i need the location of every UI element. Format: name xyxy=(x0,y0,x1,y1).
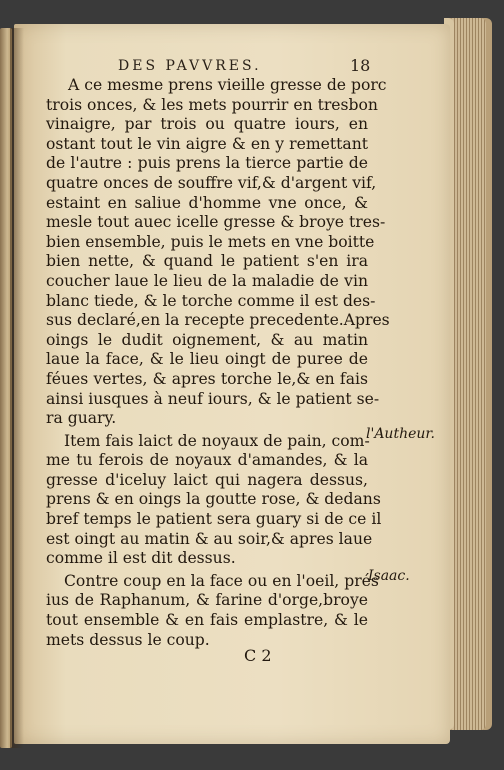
text-line: de l'autre : puis prens la tierce partie de xyxy=(46,154,368,173)
text-line: me tu ferois de noyaux d'amandes, & la xyxy=(46,451,368,470)
page-number: 18 xyxy=(350,56,371,75)
text-line: mesle tout auec icelle gresse & broye tres- xyxy=(46,213,386,232)
text-line: ainsi iusques à neuf iours, & le patient se- xyxy=(46,389,380,408)
text-line: blanc tiede, & le torche comme il est des- xyxy=(46,291,376,310)
text-line: A ce mesme prens vieille gresse de porc xyxy=(68,76,387,94)
text-line: Contre coup en la face ou en l'oeil, prés xyxy=(64,571,379,590)
running-title: DES PAVVRES. xyxy=(118,58,262,74)
spine-shadow xyxy=(10,28,24,748)
text-line: bien nette, & quand le patient s'en ira xyxy=(46,252,368,271)
signature-mark: C 2 xyxy=(244,646,272,665)
text-line: comme il est dit dessus. xyxy=(46,549,236,568)
text-line: féues vertes, & apres torche le,& en fais xyxy=(46,369,368,388)
text-line: ius de Raphanum, & farine d'orge,broye xyxy=(46,591,368,610)
text-line: laue la face, & le lieu oingt de puree de xyxy=(46,350,368,369)
text-line: ra guary. xyxy=(46,409,117,428)
text-line: bien ensemble, puis le mets en vne boitte xyxy=(46,232,375,251)
text-line: estaint en saliue d'homme vne once, & xyxy=(46,193,368,212)
text-line: sus declaré,en la recepte precedente.Apres xyxy=(46,311,390,330)
text-line: vinaigre, par trois ou quatre iours, en xyxy=(46,115,368,134)
paragraph-2 xyxy=(46,431,382,569)
text-line: coucher laue le lieu de la maladie de vin xyxy=(46,271,368,290)
margin-note-isaac: Isaac. xyxy=(368,568,410,584)
text-line: tout ensemble & en fais emplastre, & le xyxy=(46,611,368,630)
text-line: prens & en oings la goutte rose, & dedans xyxy=(46,490,381,509)
paragraph-1 xyxy=(46,76,390,429)
text-line: Item fais laict de noyaux de pain, com- xyxy=(64,431,370,450)
page-block-leaves xyxy=(452,18,486,730)
text-line: est oingt au matin & au soir,& apres laue xyxy=(46,529,373,548)
text-line: gresse d'iceluy laict qui nagera dessus, xyxy=(46,470,368,489)
text-line: trois onces, & les mets pourrir en tresbon xyxy=(46,95,378,114)
margin-note-author: l'Autheur. xyxy=(366,426,436,442)
paragraph-3 xyxy=(46,571,379,650)
text-line: ostant tout le vin aigre & en y remettant xyxy=(46,134,368,153)
text-line: quatre onces de souffre vif,& d'argent vif, xyxy=(46,173,377,192)
text-line: mets dessus le coup. xyxy=(46,630,210,649)
text-line: bref temps le patient sera guary si de ce il xyxy=(46,510,382,529)
text-line: oings le dudit oignement, & au matin xyxy=(46,330,368,349)
